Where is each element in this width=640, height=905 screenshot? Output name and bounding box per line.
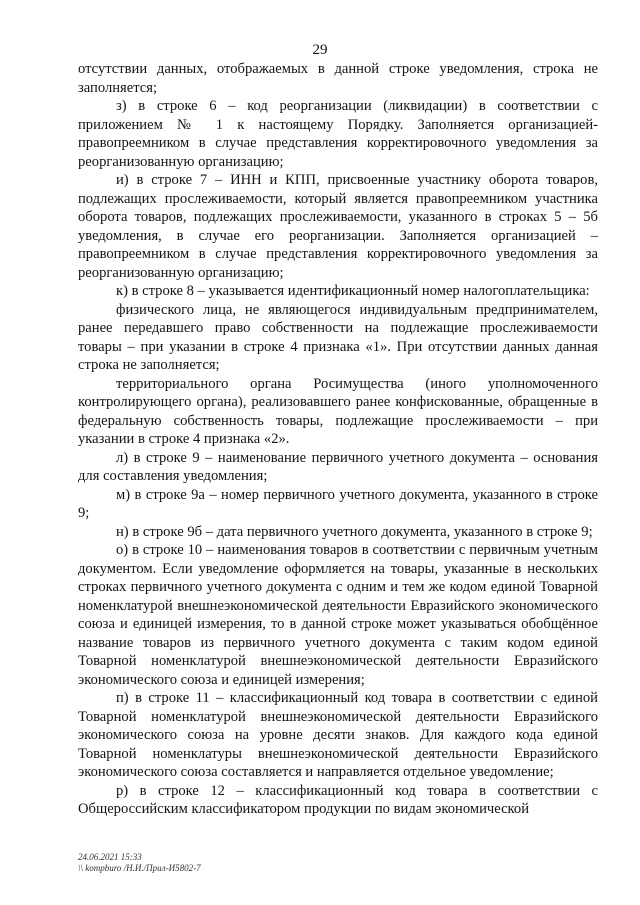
paragraph: территориального органа Росимущества (иного уполномоченного контролирующего органа), реализовавшего ранее конфискованные, обращенные в федеральную собственность товары, подлежащие прослеживаемости – при указании в строке 4 признака «2». [78, 375, 598, 447]
footer-file-path: \\ kompburo /Н.И./Прил-И5802-7 [78, 863, 201, 873]
paragraph: п) в строке 11 – классификационный код товара в соответствии с единой Товарной номенклатурой внешнеэкономической деятельности Евразийского экономического союза на уровне десяти знаков. Для каждого кода единой Товарной номенклатуры внешнеэкономической деятельности Евразийского экономического союза составляется и направляется отдельное уведомление; [78, 690, 598, 780]
footer-timestamp: 24.06.2021 15:33 [78, 852, 142, 862]
paragraph: отсутствии данных, отображаемых в данной строке уведомления, строка не заполняется; [78, 61, 598, 96]
paragraph: з) в строке 6 – код реорганизации (ликвидации) в соответствии с приложением № 1 к настоящему Порядку. Заполняется организацией-правопреемником в случае представления корректировочного уведомления за реорганизованную организацию; [78, 98, 598, 170]
paragraph: м) в строке 9а – номер первичного учетного документа, указанного в строке 9; [78, 486, 598, 521]
paragraph: к) в строке 8 – указывается идентификационный номер налогоплательщика: [116, 283, 590, 299]
document-body [78, 60, 598, 819]
paragraph: н) в строке 9б – дата первичного учетного документа, указанного в строке 9; [116, 523, 593, 540]
paragraph: физического лица, не являющегося индивидуальным предпринимателем, ранее передавшего право собственности на подлежащие прослеживаемости товары – при указании в строке 4 признака «1». При отсутствии данных данная строка не заполняется; [78, 301, 598, 373]
document-footer [78, 852, 201, 874]
page-number: 29 [312, 42, 328, 58]
paragraph: р) в строке 12 – классификационный код товара в соответствии с Общероссийским классификатором продукции по видам экономической [78, 782, 598, 817]
paragraph: о) в строке 10 – наименования товаров в соответствии с первичным учетным документом. Если уведомление оформляется на товары, указанные в нескольких строках первичного учетного документа с одним и тем же кодом единой Товарной номенклатурой внешнеэкономической деятельности Евразийского экономического союза и единицей измерения, то в данной строке может указываться обобщённое название товаров из первичного учетного документа с таким кодом единой Товарной номенклатурой внешнеэкономической деятельности Евразийского экономического союза и единицей измерения; [78, 542, 598, 688]
paragraph: и) в строке 7 – ИНН и КПП, присвоенные участнику оборота товаров, подлежащих прослеживаемости, который является правопреемником участника оборота товаров, подлежащих прослеживаемости, указанного в строках 5 – 5б уведомления, в случае его реорганизации. Заполняется организацией – правопреемником в случае представления корректировочного уведомления за реорганизованную организацию; [78, 172, 598, 281]
paragraph: л) в строке 9 – наименование первичного учетного документа – основания для составления уведомления; [78, 449, 598, 484]
